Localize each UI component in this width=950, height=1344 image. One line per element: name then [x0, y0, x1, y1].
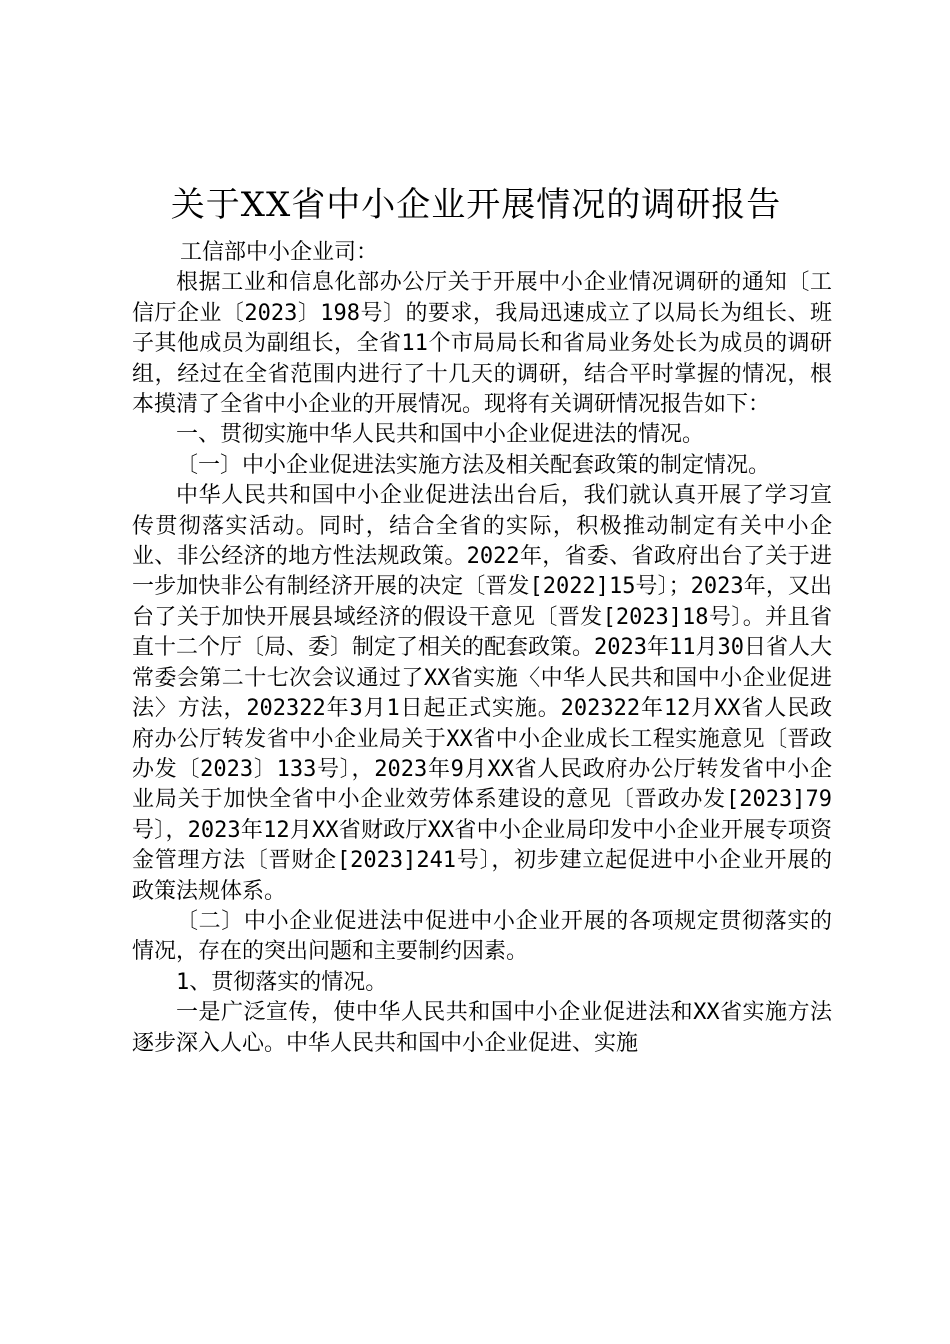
subsection-heading-1: 〔一〕中小企业促进法实施方法及相关配套政策的制定情况。: [176, 452, 771, 478]
section-heading-1: 一、贯彻实施中华人民共和国中小企业促进法的情况。: [176, 422, 705, 448]
paragraph-publicity: 一是广泛宣传，使中华人民共和国中小企业促进法和XX省实施方法逐步深入人心。中华人民共和国中小企业促进、实施: [132, 1000, 832, 1056]
paragraph-policy: 中华人民共和国中小企业促进法出台后，我们就认真开展了学习宣传贯彻落实活动。同时，结合全省的实际，积极推动制定有关中小企业、非公经济的地方性法规政策。2022年，省委、省政府出台了关于进一步加快非公有制经济开展的决定〔晋发[2022]15号〕；2023年，又出台了关于加快开展县域经济的假设干意见〔晋发[2023]18号〕。并且省直十二个厅〔局、委〕制定了相关的配套政策。2023年11月30日省人大常委会第二十七次会议通过了XX省实施〈中华人民共和国中小企业促进法〉方法，202322年3月1日起正式实施。202322年12月XX省人民政府办公厅转发省中小企业局关于XX省中小企业成长工程实施意见〔晋政办发〔2023〕133号〕，2023年9月XX省人民政府办公厅转发省中小企业局关于加快全省中小企业效劳体系建设的意见〔晋政办发[2023]79号〕，2023年12月XX省财政厅XX省中小企业局印发中小企业开展专项资金管理方法〔晋财企[2023]241号〕，初步建立起促进中小企业开展的政策法规体系。: [132, 483, 832, 904]
subsection-heading-2: 〔二〕中小企业促进法中促进中小企业开展的各项规定贯彻落实的情况，存在的突出问题和主要制约因素。: [132, 908, 832, 965]
item-heading-1: 1、贯彻落实的情况。: [176, 969, 388, 995]
paragraph-intro: 根据工业和信息化部办公厅关于开展中小企业情况调研的通知〔工信厅企业〔2023〕198号〕的要求，我局迅速成立了以局长为组长、班子其他成员为副组长，全省11个市局局长和省局业务处长为成员的调研组，经过在全省范围内进行了十几天的调研，结合平时掌握的情况，根本摸清了全省中小企业的开展情况。现将有关调研情况报告如下：: [132, 270, 832, 418]
document-title: 关于XX省中小企业开展情况的调研报告: [170, 185, 782, 225]
document-page: [132, 182, 832, 1059]
addressee: 工信部中小企业司：: [180, 240, 379, 265]
